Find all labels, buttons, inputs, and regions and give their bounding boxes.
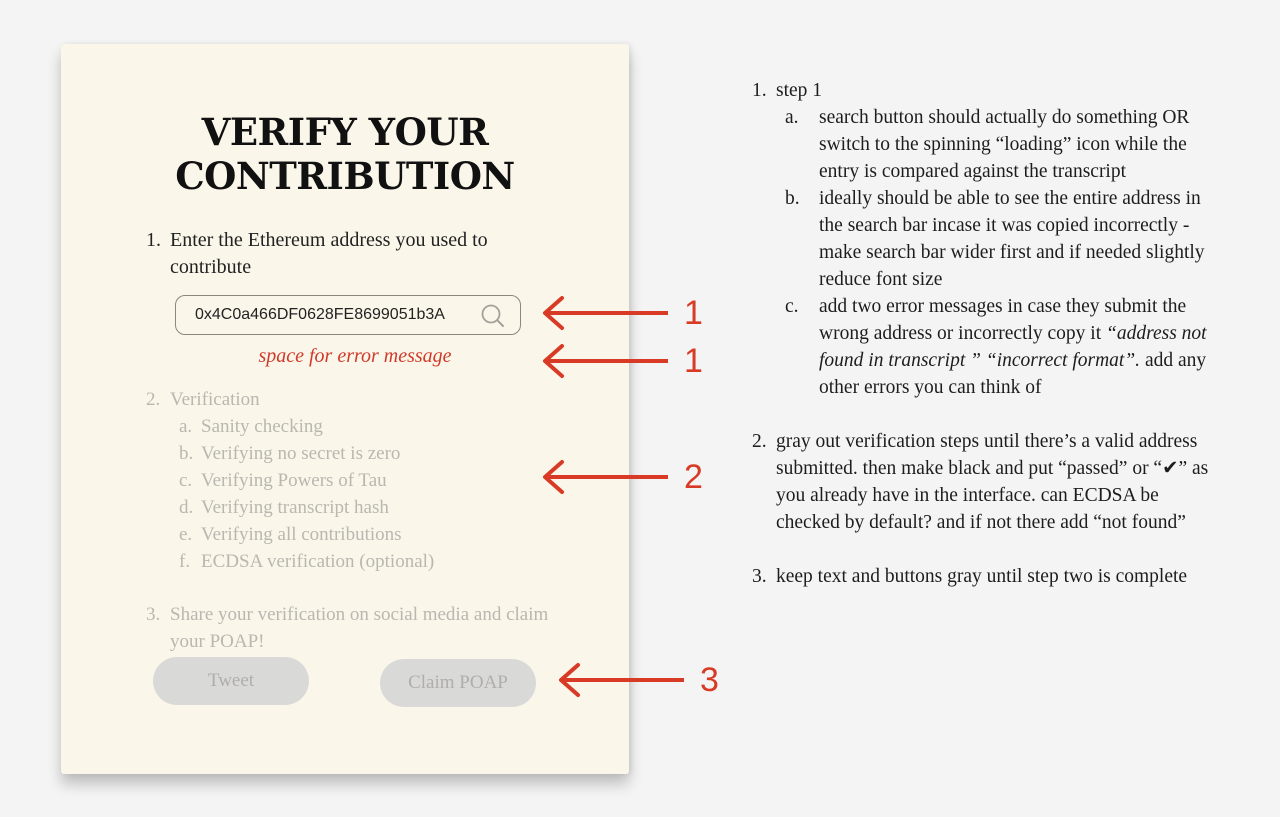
verification-substeps [146,413,566,575]
note-step-2: 2. gray out verification steps until there’s a valid address submitted. then make black and put “passed” or “✔” as you already have in the interface. can ECDSA be checked by default? and if not there add “not found” [752,431,1209,533]
substep-transcript-hash: d. Verifying transcript hash [179,497,389,518]
substep-sanity: a. Sanity checking [179,416,323,437]
step-number: 3. [146,604,161,625]
search-icon [480,303,506,329]
annotation-number: 1 [684,294,703,332]
feedback-notes [752,77,1222,590]
substep-all-contributions: e. Verifying all contributions [179,524,402,545]
annotation-number: 2 [684,458,703,496]
step-share [146,601,566,655]
annotation-arrow-icon [556,662,686,698]
annotation-number: 3 [700,661,719,699]
verify-card [61,44,629,774]
substep-powers-of-tau: c. Verifying Powers of Tau [179,470,387,491]
step-label: Share your verification on social media and claim your POAP! [170,604,549,652]
note-step-1: 1. step 1 a. search button should actually do something OR switch to the spinning “loading” icon while the entry is compared against the transcript b. ideally should be able to see the entire address in the search bar incase it was copied incorrectly - make search bar wider first and if needed slightly reduce font size c. add two error messages in case they submit the wrong address or incorrectly copy it “address not found in transcript ” “incorrect format”. add any other errors you can think of [752,77,1222,401]
note-1b: b. ideally should be able to see the entire address in the search bar incase it was copied incorrectly - make search bar wider first and if needed slightly reduce font size [785,188,1205,290]
checkmark-icon: ✔ [1162,458,1179,479]
annotation-arrow-icon [540,459,670,495]
address-input[interactable] [195,306,479,324]
substep-ecdsa: f. ECDSA verification (optional) [179,551,435,572]
annotation-number: 1 [684,342,703,380]
step-number: 2. [146,389,161,410]
tweet-button[interactable]: Tweet [153,657,309,705]
step-enter-address [146,227,546,281]
page-title: VERIFY YOUR CONTRIBUTION [175,110,515,198]
note-step-3: 3. keep text and buttons gray until step two is complete [752,566,1188,587]
address-search-bar [175,295,521,335]
note-1c: c. add two error messages in case they submit the wrong address or incorrectly copy it “address not found in transcript ” “incorrect format”. add any other errors you can think of [785,296,1207,398]
annotation-arrow-icon [540,343,670,379]
step-number: 1. [146,229,161,251]
annotation-arrow-icon [540,295,670,331]
note-1a: a. search button should actually do something OR switch to the spinning “loading” icon while the entry is compared against the transcript [785,107,1190,182]
claim-poap-button[interactable]: Claim POAP [380,659,536,707]
step-label: Verification [170,389,260,410]
error-message: space for error message [258,345,452,367]
step-label: Enter the Ethereum address you used to contribute [170,229,488,278]
search-button[interactable] [480,303,506,329]
substep-no-secret-zero: b. Verifying no secret is zero [179,443,401,464]
step-verification [146,386,566,575]
